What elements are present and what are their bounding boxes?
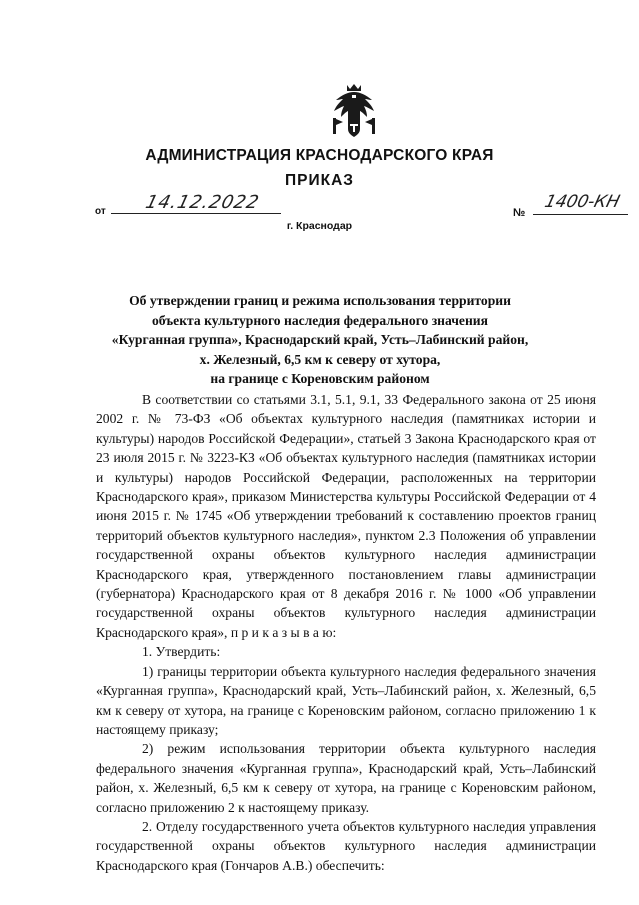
handwritten-number: 1400-КН <box>542 192 622 212</box>
number-underline <box>533 214 628 215</box>
document-type: ПРИКАЗ <box>285 172 354 189</box>
coat-of-arms-icon <box>330 82 378 138</box>
number-prefix: № <box>513 207 526 219</box>
title-line: объекта культурного наследия федерального значения <box>152 312 488 328</box>
title-line: Об утверждении границ и режима использования территории <box>129 293 511 308</box>
title-line: на границе с Кореновским районом <box>210 371 430 387</box>
item-1-paragraph: 1. Утвердить: <box>142 644 221 660</box>
item-1-1-paragraph: 1) границы территории объекта культурного наследия федерального значения «Курганная группа», Краснодарский край, Усть–Лабинский район, х. Железный, 6,5 км к северу от хутора, на границе с Кореновским районом, согласно приложению 1 к настоящему приказу; <box>96 663 596 737</box>
title-line: «Курганная группа», Краснодарский край, Усть–Лабинский район, <box>111 332 529 348</box>
item-2-paragraph: 2. Отделу государственного учета объектов культурного наследия управления государственной охраны объектов культурного наследия администрации Краснодарского края (Гончаров А.В.) обеспечить: <box>96 818 596 873</box>
title-line: х. Железный, 6,5 км к северу от хутора, <box>199 351 441 367</box>
date-prefix: от <box>95 206 106 217</box>
document-title <box>80 291 560 389</box>
date-underline <box>111 213 281 214</box>
handwritten-date: 14.12.2022 <box>143 192 262 213</box>
preamble-paragraph: В соответствии со статьями 3.1, 5.1, 9.1, 33 Федерального закона от 25 июня 2002 г. № 73-ФЗ «Об объектах культурного наследия (памятниках истории и культуры) народов Российской Федерации», статьей 3 Закона Краснодарского края от 23 июля 2015 г. № 3223-КЗ «Об объектах культурного наследия (памятниках истории и культуры) народов Российской Федерации, расположенных на территории Краснодарского края», приказом Министерства культуры Российской Федерации от 4 июня 2015 г. № 1745 «Об утверждении требований к составлению проектов границ территорий объектов культурного наследия», пунктом 2.3 Положения об управлении государственной охраны объектов культурного наследия администрации Краснодарского края, утвержденного постановлением главы администрации (губернатора) Краснодарского края от 8 декабря 2016 г. № 1000 «Об управлении государственной охраны объектов культурного наследия администрации Краснодарского края», п р и к а з ы в а ю: <box>96 392 596 640</box>
document-city: г. Краснодар <box>286 220 353 232</box>
document-requisites <box>0 192 639 238</box>
document-body <box>96 390 596 875</box>
item-1-2-paragraph: 2) режим использования территории объекта культурного наследия федерального значения «Курганная группа», Краснодарский край, Усть–Лабинский район, х. Железный, 6,5 км к северу от хутора, на границе с Кореновским районом, согласно приложению 2 к настоящему приказу. <box>96 741 596 815</box>
issuing-authority: АДМИНИСТРАЦИЯ КРАСНОДАРСКОГО КРАЯ <box>145 147 494 164</box>
